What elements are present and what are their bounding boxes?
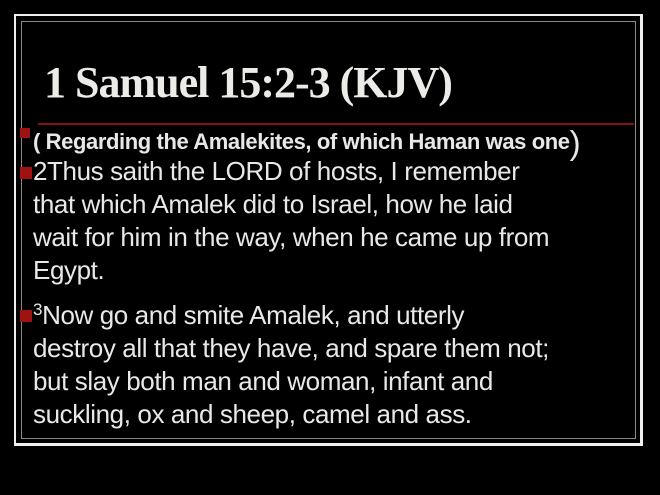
verse-2-line-2: that which Amalek did to Israel, how he laid (33, 189, 513, 219)
bullet-item-verse-3 (33, 293, 549, 431)
verse-number-superscript: 3 (33, 300, 43, 319)
slide-title: 1 Samuel 15:2-3 (KJV) (44, 58, 452, 107)
intro-close-paren: ) (569, 124, 581, 161)
verse-3-line-2: destroy all that they have, and spare them not; (33, 333, 549, 363)
verse-2-line-1: 2Thus saith the LORD of hosts, I remember (33, 156, 520, 186)
verse-2-line-3: wait for him in the way, when he came up from (33, 222, 550, 252)
bullet-square-icon (20, 128, 30, 138)
verse-3-line-1 (33, 293, 549, 332)
bullet-square-icon (20, 310, 32, 322)
bullet-square-icon (20, 167, 32, 179)
intro-text: ( Regarding the Amalekites, of which Haman was one (33, 129, 570, 154)
bullet-item-verse-2 (33, 155, 549, 287)
verse-2-line-4: Egypt. (33, 255, 105, 285)
verse-3-line-1-text: Now go and smite Amalek, and utterly (42, 300, 465, 330)
verse-3-line-3: but slay both man and woman, infant and (33, 366, 493, 396)
verse-3-line-4: suckling, ox and sheep, camel and ass. (33, 399, 472, 429)
